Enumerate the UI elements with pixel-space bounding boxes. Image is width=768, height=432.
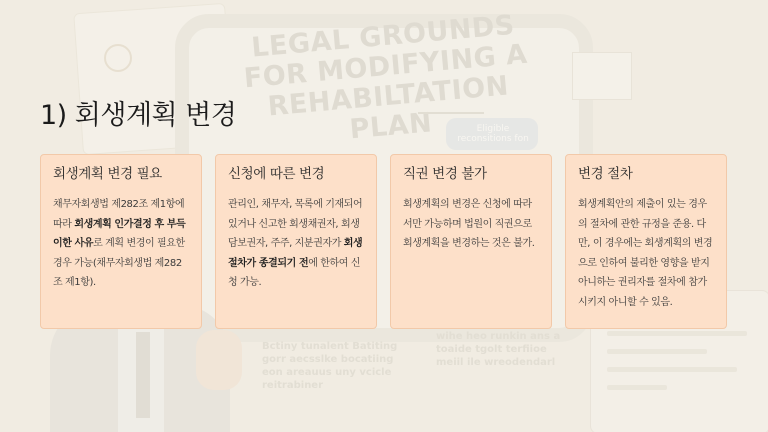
page-title: 1) 회생계획 변경 [40,100,237,131]
card-row [40,154,728,331]
card-no-ex-officio-change [390,154,552,329]
card-title: 회생계획 변경 필요 [53,166,162,182]
card-change-by-application [215,154,377,329]
card-title: 변경 절차 [578,166,633,182]
card-body-emphasis: 회생계획 인가결정 후 부득이한 사유 [53,218,186,249]
card-body-text: 로 계획 변경이 필요한 경우 가능(채무자회생법 제282조 제1항). [53,238,185,288]
card-body-text: 에 한하여 신청 가능. [228,257,361,288]
card-body [578,195,714,312]
card-body [228,195,364,293]
card-change-procedure [565,154,727,329]
card-body [53,195,189,293]
card-body-text: 회생계획안의 제출이 있는 경우의 절차에 관한 규정을 준용. 다만, 이 경우에는 회생계획의 변경으로 인하여 불리한 영향을 받지 아니하는 권리자를 절차에 참가시키지 아니할 수 있음. [578,199,713,308]
card-body-text: 채무자회생법 제282조 제1항에 따라 [53,199,185,230]
card-title: 신청에 따른 변경 [228,166,325,182]
card-body [403,195,539,254]
card-body-emphasis: 회생절차가 종결되기 전 [228,238,363,269]
card-plan-change-need [40,154,202,329]
card-body-text: 관리인, 채무자, 목록에 기재되어 있거나 신고한 회생채권자, 회생담보권자, 주주, 지분권자가 [228,199,363,249]
card-body-text: 회생계획의 변경은 신청에 따라서만 가능하며 법원이 직권으로 회생계획을 변경하는 것은 불가. [403,199,535,249]
card-title: 직권 변경 불가 [403,166,487,182]
